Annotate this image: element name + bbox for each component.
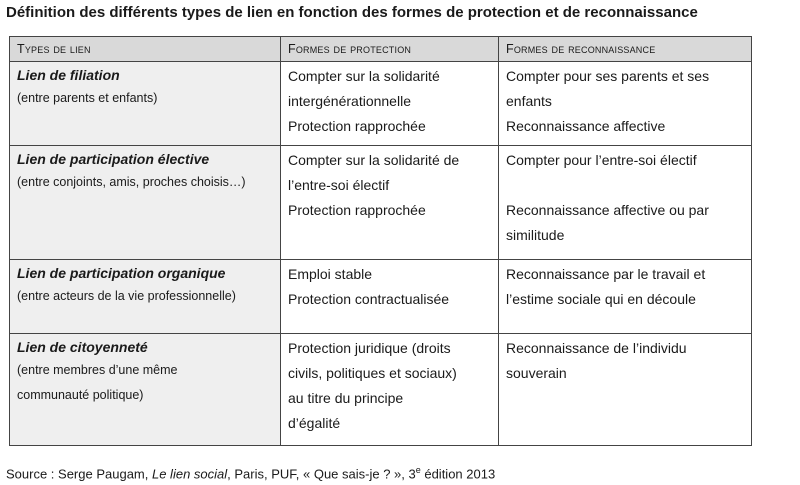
type-name: Lien de citoyenneté: [17, 339, 148, 355]
recognition-line: Compter pour l’entre-soi électif: [506, 152, 697, 168]
type-cell: [10, 62, 281, 146]
table-title: Définition des différents types de lien en fonction des formes de protection et de reconnaissance: [6, 4, 698, 21]
recognition-line: Reconnaissance affective ou par: [506, 202, 709, 218]
type-description: (entre acteurs de la vie professionnelle): [17, 289, 236, 303]
protection-line: au titre du principe: [288, 390, 404, 406]
type-description: (entre membres d’une même: [17, 363, 178, 377]
protection-line: Protection contractualisée: [288, 291, 450, 307]
protection-cell: [281, 260, 499, 334]
type-cell: [10, 146, 281, 260]
source-superscript: e: [415, 465, 421, 475]
source-suffix: édition 2013: [420, 466, 496, 482]
recognition-line: Reconnaissance affective: [506, 118, 666, 134]
protection-line: d’égalité: [288, 415, 341, 431]
protection-line: civils, politiques et sociaux): [288, 365, 457, 381]
recognition-cell: [499, 260, 752, 334]
recognition-cell: [499, 146, 752, 260]
type-description: communauté politique): [17, 388, 144, 402]
protection-cell: [281, 334, 499, 446]
header-types: Types de lien: [10, 37, 281, 62]
protection-line: l’entre-soi électif: [288, 177, 390, 193]
table-row: [10, 146, 752, 260]
protection-line: Emploi stable: [288, 266, 373, 282]
table-row: [10, 334, 752, 446]
type-name: Lien de filiation: [17, 67, 120, 83]
protection-line: Compter sur la solidarité de: [288, 152, 460, 168]
header-protection: Formes de protection: [281, 37, 499, 62]
recognition-line: [506, 173, 744, 198]
protection-line: Protection rapprochée: [288, 118, 426, 134]
source-middle: , Paris, PUF, « Que sais-je ? », 3: [227, 466, 416, 482]
recognition-line: enfants: [506, 93, 552, 109]
recognition-line: Compter pour ses parents et ses: [506, 68, 710, 84]
table-row: [10, 62, 752, 146]
source-book-title: Le lien social: [151, 466, 228, 482]
header-recognition: Formes de reconnaissance: [499, 37, 752, 62]
table-row: [10, 260, 752, 334]
recognition-line: l’estime sociale qui en découle: [506, 291, 696, 307]
type-description: (entre conjoints, amis, proches choisis…): [17, 175, 246, 189]
recognition-cell: [499, 334, 752, 446]
recognition-line: Reconnaissance de l’individu: [506, 340, 687, 356]
type-description: (entre parents et enfants): [17, 91, 158, 105]
source-prefix: Source : Serge Paugam,: [6, 466, 152, 482]
type-cell: [10, 334, 281, 446]
source-note: [6, 460, 495, 484]
type-cell: [10, 260, 281, 334]
protection-line: intergénérationnelle: [288, 93, 411, 109]
header-row: [10, 37, 752, 62]
recognition-line: souverain: [506, 365, 567, 381]
protection-cell: [281, 146, 499, 260]
type-name: Lien de participation élective: [17, 151, 210, 167]
protection-line: Compter sur la solidarité: [288, 68, 440, 84]
protection-cell: [281, 62, 499, 146]
recognition-line: similitude: [506, 227, 565, 243]
recognition-cell: [499, 62, 752, 146]
link-types-table: [9, 36, 752, 446]
recognition-line: Reconnaissance par le travail et: [506, 266, 706, 282]
type-name: Lien de participation organique: [17, 265, 226, 281]
protection-line: Protection juridique (droits: [288, 340, 451, 356]
protection-line: Protection rapprochée: [288, 202, 426, 218]
